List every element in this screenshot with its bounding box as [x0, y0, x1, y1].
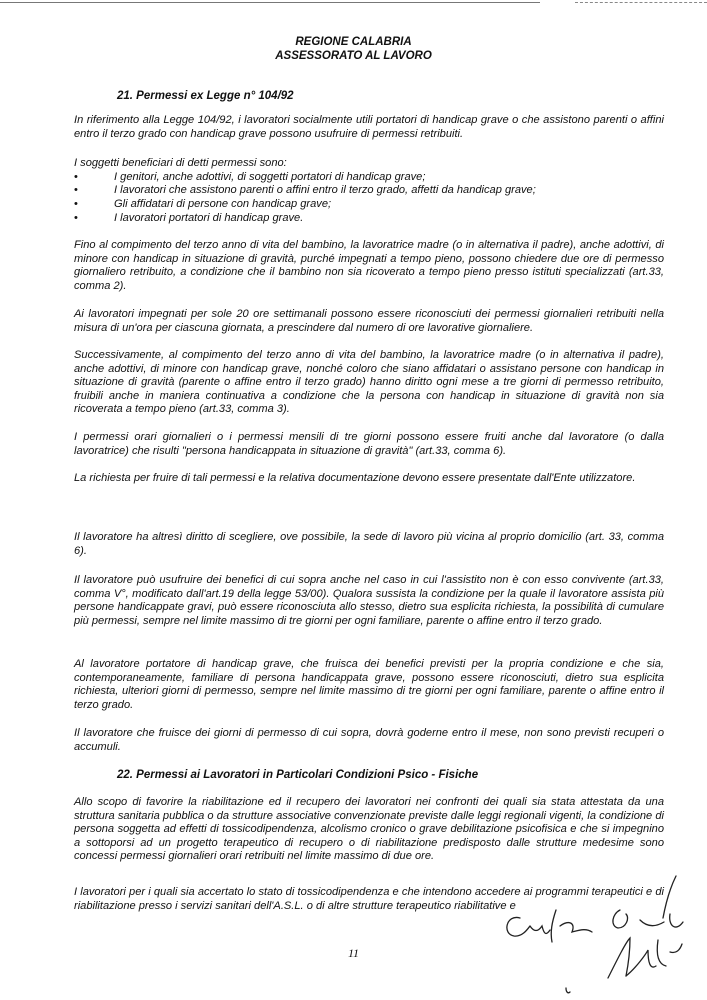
paragraph: La richiesta per fruire di tali permessi e la relativa documentazione devono essere presentate dall'Ente utilizzatore.	[74, 472, 636, 484]
paragraph: Il lavoratore ha altresì diritto di scegliere, ove possibile, la sede di lavoro più vicina al proprio domicilio (art. 33, comma 6).	[74, 531, 664, 557]
paragraph: Successivamente, al compimento del terzo anno di vita del bambino, la lavoratrice madre (o in alternativa il padre), anche adottivi, di minore con handicap grave, nonché coloro che siano affidatari o assistano persone con handicap in situazione di gravità (parente o affine entro il terzo grado) hanno diritto ogni mese a tre giorni di permesso retribuito, fruibili anche in maniera continuativa a condizione che la persona con handicap in situazione di gravità non sia ricoverata a tempo pieno (art.33, comma 3).	[74, 349, 664, 416]
paragraph: Il lavoratore che fruisce dei giorni di permesso di cui sopra, dovrà goderne entro il mese, non sono previsti recuperi o accumuli.	[74, 727, 664, 753]
paragraph: Ai lavoratori impegnati per sole 20 ore settimanali possono essere riconosciuti dei permessi giornalieri retribuiti nella misura di un'ora per ciascuna giornata, a prescindere dal numero di ore lavorative giornaliere.	[74, 308, 664, 334]
handwritten-signatures	[480, 870, 695, 998]
list-item-text: I lavoratori portatori di handicap grave.	[114, 212, 304, 224]
header-region: REGIONE CALABRIA	[295, 36, 412, 48]
paragraph: I permessi orari giornalieri o i permessi mensili di tre giorni possono essere fruiti anche dal lavoratore (o dalla lavoratrice) che risulti "persona handicappata in situazione di gravità" (art.33, comma 6).	[74, 431, 664, 457]
list-item-text: Gli affidatari di persone con handicap grave;	[114, 198, 332, 210]
bullet-icon: •	[74, 198, 78, 210]
paragraph: Allo scopo di favorire la riabilitazione ed il recupero dei lavoratori nei confronti dei quali sia stata attestata da una struttura sanitaria pubblica o da strutture associative convenzionate previste dalle leggi regionali vigenti, la condizione di persona soggetta ad effetti di tossicodipendenza, alcolismo cronico o grave debilitazione psicofisica e che si impegnino a sottoporsi ad un progetto terapeutico di recupero o di riabilitazione predisposto dalle strutture medesime sono concessi permessi giornalieri orari retribuiti nel limite massimo di due ore.	[74, 796, 664, 863]
list-item-text: I lavoratori che assistono parenti o affini entro il terzo grado, affetti da handicap grave;	[114, 184, 536, 196]
paragraph: Al lavoratore portatore di handicap grave, che fruisca dei benefici previsti per la propria condizione e che sia, contemporaneamente, familiare di persona handicappata grave, possono essere riconosciuti, dietro sua esplicita richiesta, ulteriori giorni di permesso, sempre nel limite massimo di tre giorni per ogni familiare, parente o affine entro il terzo grado.	[74, 658, 664, 711]
top-rule	[0, 2, 540, 3]
bullet-icon: •	[74, 171, 78, 183]
paragraph: Il lavoratore può usufruire dei benefici di cui sopra anche nel caso in cui l'assistito non è con esso convivente (art.33, comma V°, modificato dall'art.19 della legge 53/00). Qualora sussista la condizione per la quale il lavoratore assista più persone handicappate gravi, può essere riconosciuta allo stesso, dietro sua esplicita richiesta, la possibilità di cumulare più permessi, sempre nel limite massimo di tre giorni per ogni familiare, parente o affine entro il terzo grado.	[74, 574, 664, 627]
section-21-title: 21. Permessi ex Legge n° 104/92	[117, 90, 294, 102]
top-rule-right	[575, 2, 707, 3]
section-22-title: 22. Permessi ai Lavoratori in Particolari Condizioni Psico - Fisiche	[117, 769, 479, 781]
bullet-icon: •	[74, 184, 78, 196]
bullet-icon: •	[74, 212, 78, 224]
paragraph: In riferimento alla Legge 104/92, i lavoratori socialmente utili portatori di handicap grave o che assistono parenti o affini entro il terzo grado con handicap grave possono usufruire di permessi retribuiti.	[74, 114, 664, 140]
page-number: 11	[347, 946, 360, 960]
list-intro-text: I soggetti beneficiari di detti permessi sono:	[74, 157, 287, 169]
paragraph: Fino al compimento del terzo anno di vita del bambino, la lavoratrice madre (o in alternativa il padre), anche adottivi, di minore con handicap in situazione di gravità, purché impegnati a tempo pieno, possono chiedere due ore di permesso giornaliero retribuito, a condizione che il bambino non sia ricoverato a tempo pieno presso istituti specializzati (art.33, comma 2).	[74, 239, 664, 292]
list-item-text: I genitori, anche adottivi, di soggetti portatori di handicap grave;	[114, 171, 426, 183]
header-assessorato: ASSESSORATO AL LAVORO	[275, 50, 432, 62]
paragraph: I lavoratori per i quali sia accertato lo stato di tossicodipendenza e che intendono accedere ai programmi terapeutici e di riabilitazione presso i servizi sanitari dell'A.S.L. o di altre strutture terapeutico riabilitative e	[74, 886, 664, 912]
